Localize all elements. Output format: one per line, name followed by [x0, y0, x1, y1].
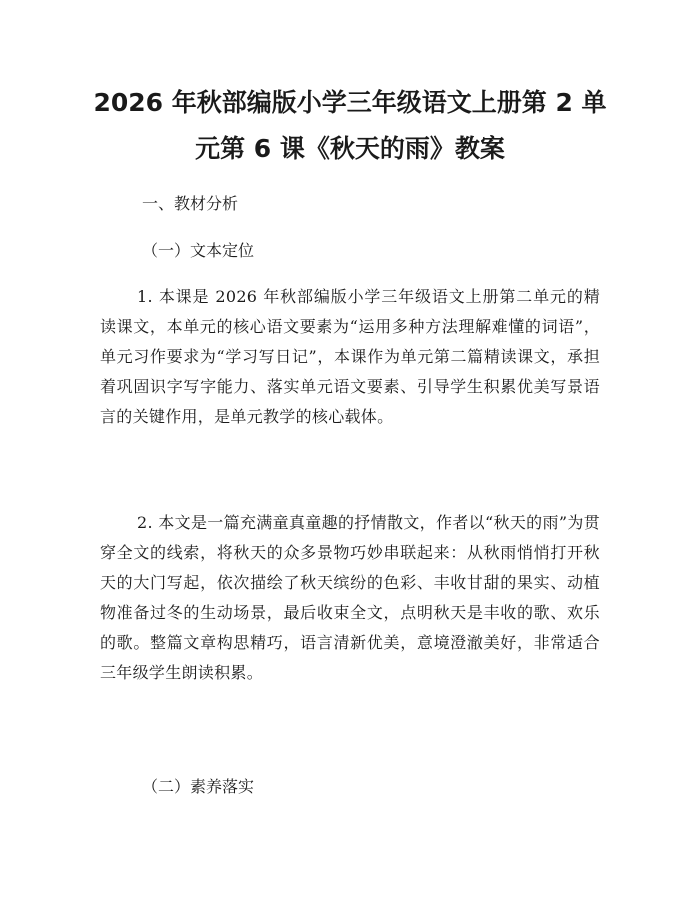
document-title-line-1: 2026 年秋部编版小学三年级语文上册第 2 单 — [93, 88, 607, 117]
paragraph-2: 2. 本文是一篇充满童真童趣的抒情散文，作者以“秋天的雨”为贯穿全文的线索，将秋天的众多景物巧妙串联起来：从秋雨悄悄打开秋天的大门写起，依次描绘了秋天缤纷的色彩、丰收甘甜的果实、动植物准备过冬的生动场景，最后收束全文，点明秋天是丰收的歌、欢乐的歌。整篇文章构思精巧，语言清新优美，意境澄澈美好，非常适合三年级学生朗读积累。 — [100, 513, 600, 682]
subsection-heading-literacy-implementation: （二）素养落实 — [142, 777, 255, 796]
subsection-heading-text-positioning: （一）文本定位 — [142, 241, 255, 260]
section-heading-textbook-analysis: 一、教材分析 — [142, 194, 239, 213]
document-title-line-2: 元第 6 课《秋天的雨》教案 — [195, 134, 505, 163]
paragraph-1: 1. 本课是 2026 年秋部编版小学三年级语文上册第二单元的精读课文，本单元的核心语文要素为“运用多种方法理解难懂的词语”，单元习作要求为“学习写日记”，本课作为单元第二篇精读课文，承担着巩固识字写字能力、落实单元语文要素、引导学生积累优美写景语言的关键作用，是单元教学的核心载体。 — [100, 287, 600, 426]
